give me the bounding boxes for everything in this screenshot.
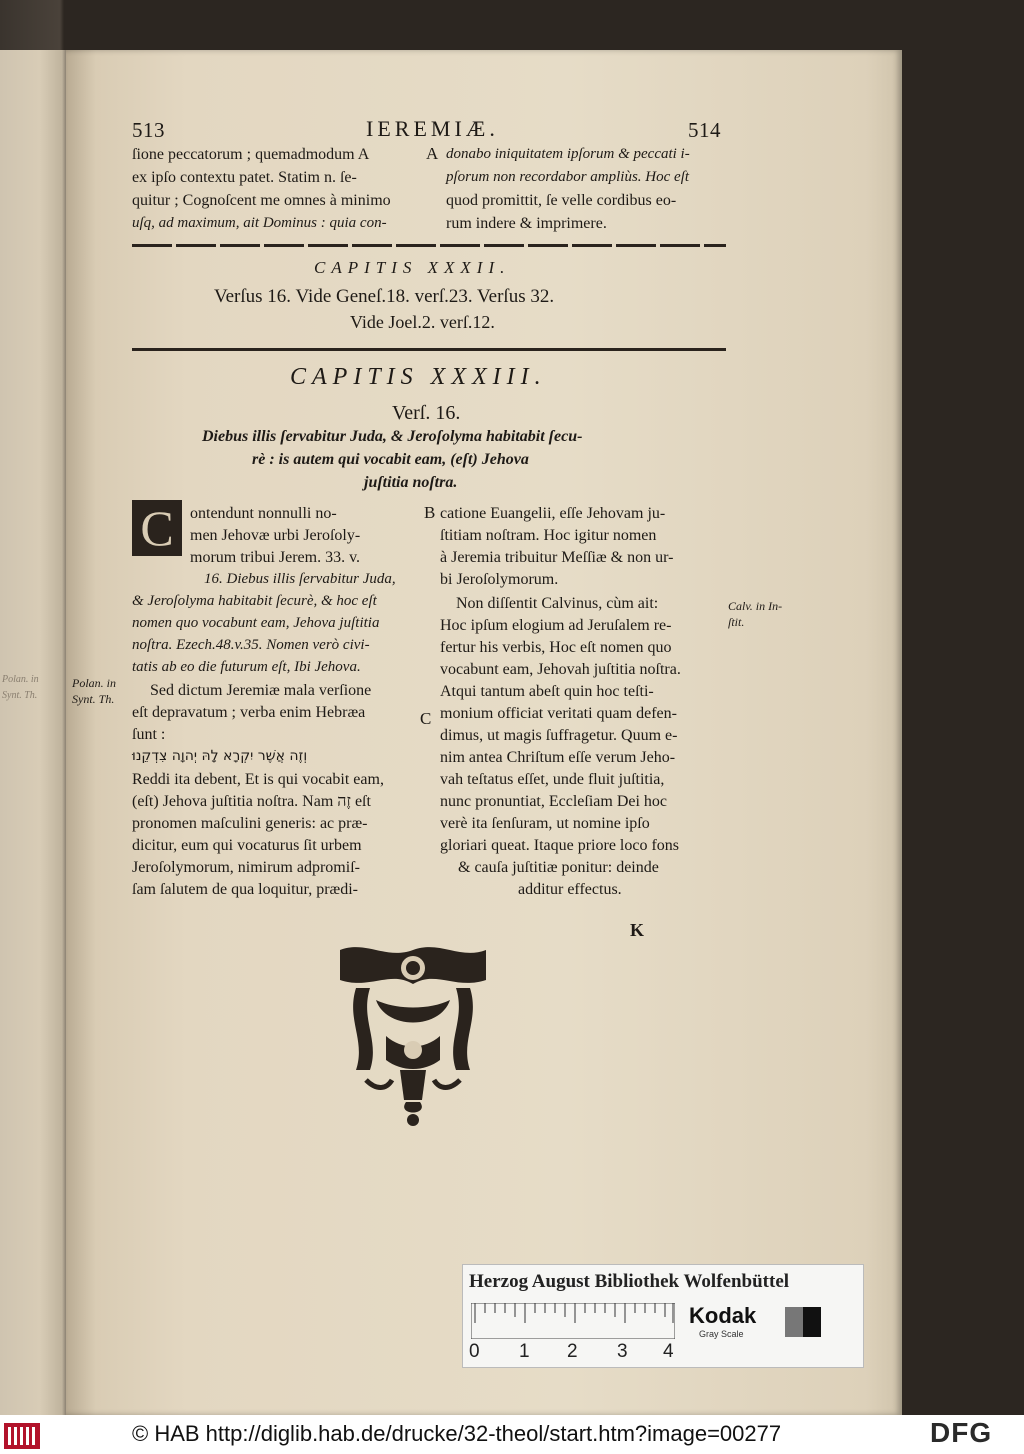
text-line: tatis ab eo die futurum eſt, Ibi Jehova. [132,659,361,675]
chapter-33-heading: CAPITIS XXXIII. [290,364,547,390]
left-margin-note-2: Synt. Th. [2,690,38,701]
text-line: donabo iniquitatem ipſorum & peccati i- [446,146,690,162]
hebrew-quote: וְזֶה אֲשֶׁר יִקְרָא לָהּ יְהוָה צִדְקֵנוּ [132,748,308,764]
signature-mark: K [630,920,645,940]
text-line: ſam ſalutem de qua loquitur, prædi- [132,881,358,898]
scale-number: 3 [617,1341,628,1362]
ruler-scale [471,1303,675,1339]
marker-b: B [424,503,436,522]
text-line: pſorum non recordabor ampliùs. Hoc eſt [446,169,690,185]
gray-scale-label: Gray Scale [699,1329,744,1339]
left-page-edge [0,50,66,1430]
ornament-tailpiece [336,940,490,1128]
text-line: ontendunt nonnulli no- [190,505,337,522]
margin-note-polan-2: Synt. Th. [72,692,115,706]
text-line: & cauſa juſtitiæ ponitur: deinde [458,859,659,876]
text-line: ex ipſo contextu patet. Statim n. ſe- [132,169,357,186]
verse-quote-line: rè : is autem qui vocabit eam, (eſt) Jehova [252,451,529,468]
text-line: 16. Diebus illis ſervabitur Juda, [204,571,396,587]
verse-quote-line: Diebus illis ſervabitur Juda, & Jeroſolyma habitabit ſecu- [202,428,583,445]
black-swatch [803,1307,821,1337]
text-line: nunc pronuntiat, Eccleſiam Dei hoc [440,793,668,810]
text-line: Sed dictum Jeremiæ mala verſione [150,682,372,699]
text-line: nim antea Chriſtum eſſe verum Jeho- [440,749,676,766]
text-line: ſunt : [132,726,166,743]
marker-a: A [426,144,439,163]
library-name: Herzog August Bibliothek Wolfenbüttel [469,1271,790,1292]
verse-heading: Verſ. 16. [392,402,461,424]
gray-swatch [785,1307,803,1337]
text-line: bi Jeroſolymorum. [440,571,559,588]
page-number-right: 514 [688,118,721,142]
footer-bar [0,1415,1024,1454]
text-line: rum indere & imprimere. [446,215,607,232]
text-line: dicitur, eum qui vocaturus ſit urbem [132,837,362,854]
text-line: Non diſſentit Calvinus, cùm ait: [456,595,659,612]
margin-note-calv-1: Calv. in In- [728,599,783,613]
text-line: Reddi ita debent, Et is qui vocabit eam, [132,771,384,788]
margin-note-polan-1: Polan. in [72,676,116,690]
text-line: ſtitiam noſtram. Hoc igitur nomen [440,527,657,544]
dfg-logo: DFG [930,1417,993,1448]
marker-c: C [420,709,432,728]
running-title: IEREMIÆ. [366,116,499,141]
scale-number: 1 [519,1341,530,1362]
section-rule [132,244,726,247]
text-line: à Jeremia tribuitur Meſſiæ & non ur- [440,549,674,566]
text-line: morum tribui Jerem. 33. v. [190,549,361,566]
text-line: eſt depravatum ; verba enim Hebræa [132,704,366,721]
text-line: vocabunt eam, Jehovah juſtitia noſtra. [440,661,681,678]
text-line: fertur his verbis, Hoc eſt nomen quo [440,639,672,656]
chapter-32-line-2: Vide Joel.2. verſ.12. [350,312,495,332]
text-line: catione Euangelii, eſſe Jehovam ju- [440,505,666,522]
section-rule [132,348,726,351]
left-margin-note-1: Polan. in [2,674,39,685]
text-line: gloriari queat. Itaque priore loco fons [440,837,680,854]
text-line: Atqui tantum abeſt quin hoc teſti- [440,683,654,700]
copyright-link[interactable]: © HAB http://diglib.hab.de/drucke/32-theol/start.htm?image=00277 [132,1421,782,1446]
text-line: quitur ; Cognoſcent me omnes à minimo [132,192,391,209]
text-line: Hoc ipſum elogium ad Jeruſalem re- [440,617,672,634]
text-line: noſtra. Ezech.48.v.35. Nomen verò civi- [132,637,370,653]
text-line: additur effectus. [518,881,622,898]
text-line: verè ita ſenſuram, ut nomine ipſo [440,815,650,832]
text-line: nomen quo vocabunt eam, Jehova juſtitia [132,615,380,631]
page-number-left: 513 [132,118,165,142]
text-line: (eſt) Jehova juſtitia noſtra. Nam זֶה eſt [132,793,371,810]
scale-number: 2 [567,1341,578,1362]
chapter-32-heading: CAPITIS XXXII. [314,258,511,277]
drop-initial: C [132,500,182,556]
text-line: pronomen maſculini generis: ac præ- [132,815,368,832]
chapter-32-line-1: Verſus 16. Vide Geneſ.18. verſ.23. Verſus 32. [214,286,555,307]
text-line: quod promittit, ſe velle cordibus eo- [446,192,677,209]
text-line: monium officiat veritati quam defen- [440,705,677,722]
kodak-brand: Kodak [689,1303,757,1328]
scale-number: 4 [663,1341,674,1362]
text-line: ſione peccatorum ; quemadmodum A [132,146,370,163]
text-line: uſq, ad maximum, ait Dominus : quia con- [132,215,387,231]
text-line: & Jeroſolyma habitabit ſecurè, & hoc eſt [132,593,377,609]
hab-logo-icon [4,1423,40,1449]
text-line: men Jehovæ urbi Jeroſoly- [190,527,361,544]
text-line: vah teſtatus eſſet, unde fluit juſtitia, [440,771,665,788]
scale-number: 0 [469,1341,480,1362]
verse-quote-line: juſtitia noſtra. [364,474,458,491]
margin-note-calv-2: ſtit. [728,615,745,629]
library-color-chart [462,1264,864,1368]
text-line: Jeroſolymorum, nimirum adpromiſ- [132,859,360,876]
text-line: dimus, ut magis ſuffragetur. Quum e- [440,727,678,744]
